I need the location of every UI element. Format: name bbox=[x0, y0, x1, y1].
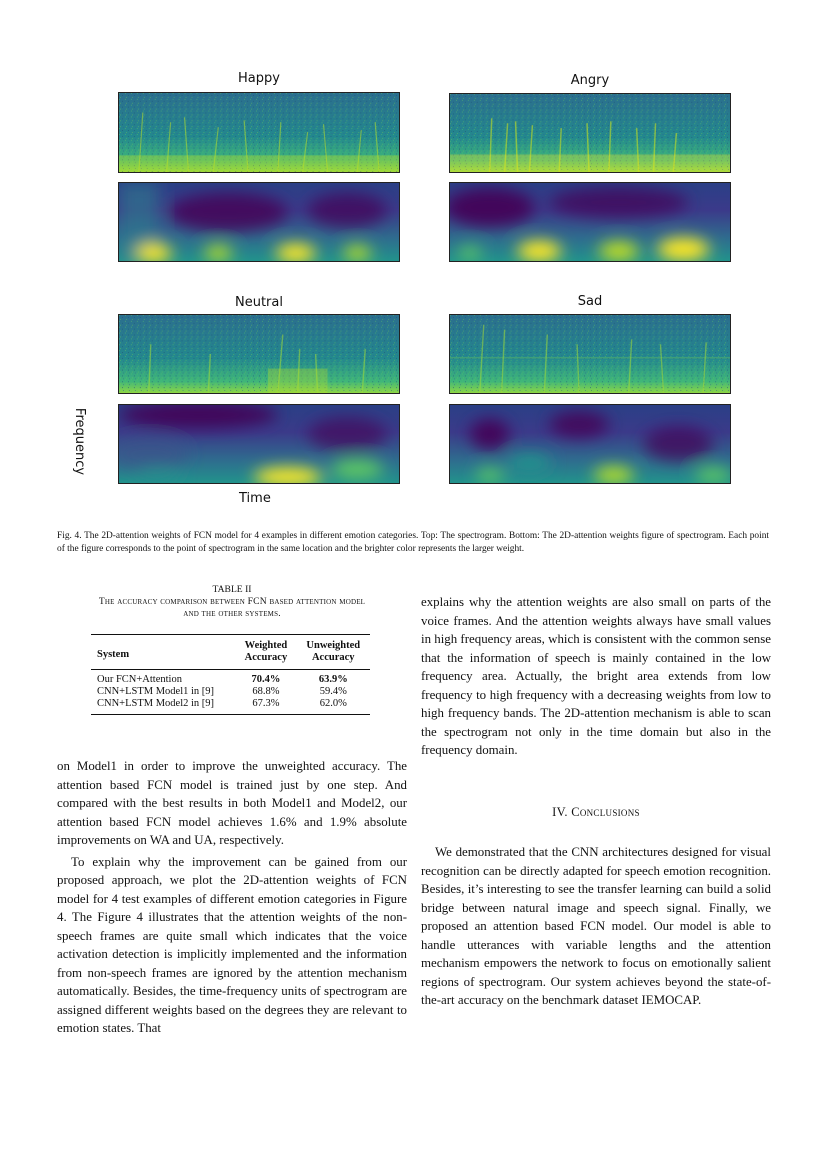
row-wa: 68.8% bbox=[252, 686, 280, 697]
right-paragraph-1: explains why the attention weights are also small on parts of the voice frames. And the attention weights always have small values in high frequency areas, which is consistent with the common sense that the information of speech is mainly contained in the low frequency area. Actually, the bright area extends from low frequency to high frequency with a decreasing weights from low to high frequency bands. The 2D-attention mechanism is able to scan the spectrogram not only in the time domain but also in the frequency domain. bbox=[421, 595, 771, 757]
attention-neutral bbox=[118, 404, 400, 484]
row-system: CNN+LSTM Model1 in [9] bbox=[97, 686, 215, 697]
row-system: CNN+LSTM Model2 in [9] bbox=[97, 698, 215, 709]
left-paragraph-2: To explain why the improvement can be gained from our proposed approach, we plot the 2D-attention weights of FCN model for 4 test examples of different emotion categories in Figure 4. The Figure 4 illustrates that the attention weights of the non-speech frames are quite small which indicates that the voice activation detection is implicitly implemented and the information from non-speech frames are ignored by the attention mechanism automatically. Besides, the time-frequency units of spectrogram are assigned different weights based on the degrees they are relevant to emotion states. That bbox=[57, 854, 407, 1035]
attention-sad bbox=[449, 404, 731, 484]
row-system: Our FCN+Attention bbox=[97, 674, 182, 685]
header-weighted-2: Accuracy bbox=[244, 652, 288, 663]
header-weighted-1: Weighted bbox=[244, 640, 288, 651]
y-axis-label: Frequency bbox=[72, 407, 88, 476]
spectrogram-neutral bbox=[118, 314, 400, 394]
table-row bbox=[91, 698, 370, 715]
spectrogram-sad bbox=[449, 314, 731, 394]
table-title-line1: The accuracy comparison between FCN based attention model bbox=[98, 596, 366, 607]
left-column bbox=[57, 757, 407, 1038]
header-system: System bbox=[97, 648, 130, 660]
table-title bbox=[57, 584, 407, 620]
section-title: Conclusions bbox=[571, 805, 640, 819]
header-unweighted-2: Accuracy bbox=[311, 652, 355, 663]
attention-happy bbox=[118, 182, 400, 262]
row-wa: 70.4% bbox=[251, 674, 281, 685]
spectrogram-happy bbox=[118, 92, 400, 173]
row-wa: 67.3% bbox=[252, 698, 280, 709]
table-row bbox=[91, 670, 370, 687]
right-column-top bbox=[421, 593, 771, 760]
row-ua: 63.9% bbox=[318, 674, 348, 685]
section-number: IV. bbox=[552, 805, 568, 819]
row-ua: 62.0% bbox=[319, 698, 347, 709]
row-ua: 59.4% bbox=[319, 686, 347, 697]
left-paragraph-1: on Model1 in order to improve the unweighted accuracy. The attention based FCN model is trained just by one step. And compared with the best results in both Model1 and Model2, our attention based FCN model achieves 1.6% and 1.9% absolute improvements on WA and UA, respectively. bbox=[57, 759, 407, 847]
attention-angry bbox=[449, 182, 731, 262]
accuracy-table bbox=[91, 634, 370, 715]
right-column-bottom bbox=[421, 843, 771, 1010]
section-heading bbox=[421, 805, 771, 820]
spectrogram-angry bbox=[449, 93, 731, 173]
figure-caption: Fig. 4. The 2D-attention weights of FCN model for 4 examples in different emotion categories. Top: The spectrogram. Bottom: The 2D-attention weights figure of spectrogram. Each point of the figure corresponds to the point of spectrogram in the same location and the brighter color represents the larger weight. bbox=[57, 531, 769, 554]
table-label: TABLE II bbox=[212, 584, 252, 595]
table-title-line2: and the other systems. bbox=[183, 608, 281, 619]
panel-title-angry: Angry bbox=[570, 73, 610, 88]
header-unweighted-1: Unweighted bbox=[306, 640, 361, 651]
x-axis-label: Time bbox=[239, 491, 271, 506]
panel-title-neutral: Neutral bbox=[235, 295, 283, 310]
panel-title-sad: Sad bbox=[577, 294, 603, 309]
right-paragraph-2: We demonstrated that the CNN architectures designed for visual recognition can be directly adapted for speech emotion recognition. Besides, it’s interesting to see the transfer learning can build a solid bridge between natural image and speech signal. Finally, we proposed an attention based FCN model. Our model is able to handle utterances with variable lengths and the attention mechanism empowers the network to focus on emotionally salient regions of spectrogram. Our system achieves beyond the state-of-the-art accuracy on the benchmark dataset IEMOCAP. bbox=[421, 845, 771, 1007]
panel-title-happy: Happy bbox=[238, 71, 280, 86]
table-row bbox=[91, 686, 370, 698]
